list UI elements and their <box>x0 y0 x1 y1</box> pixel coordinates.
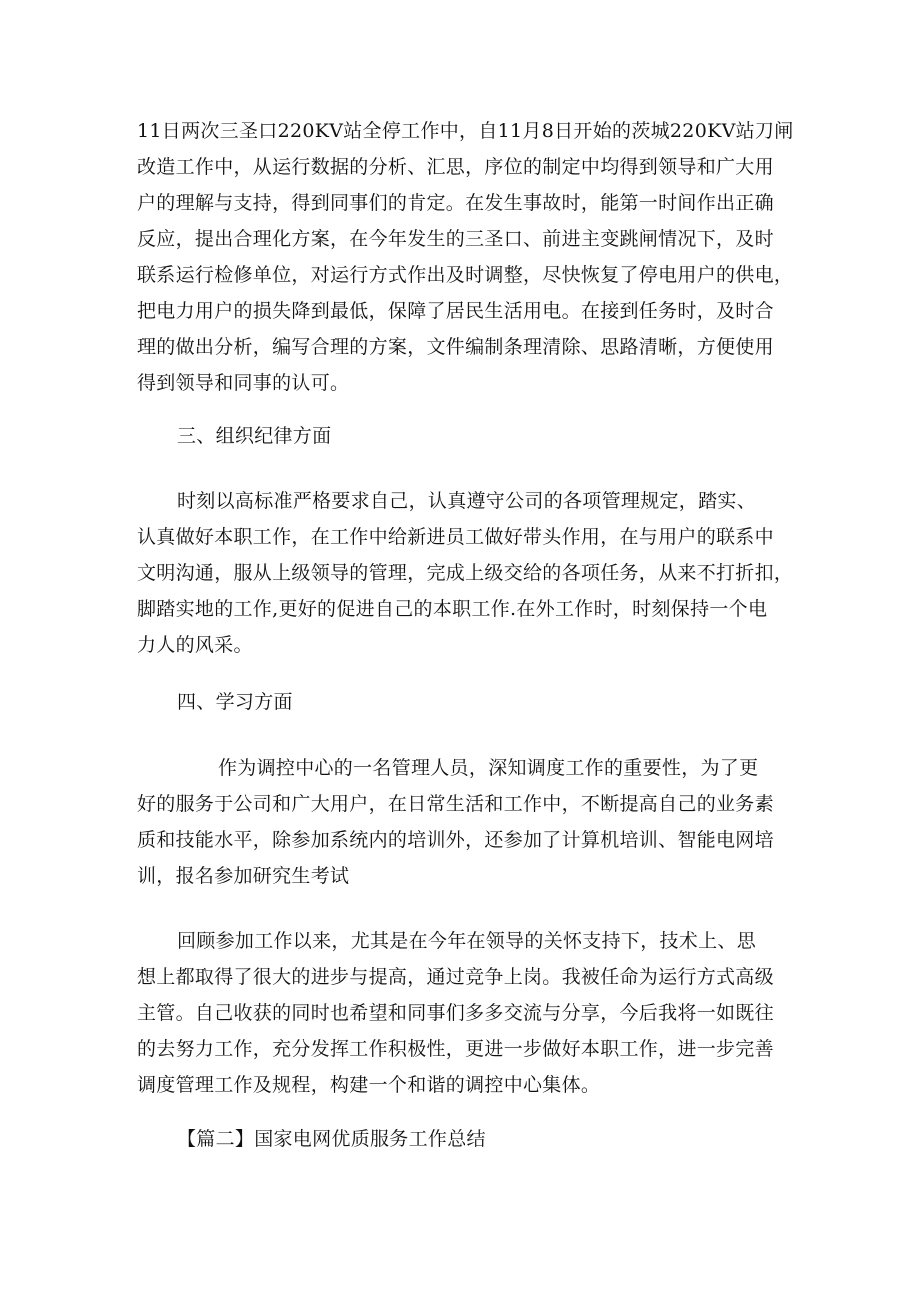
closing-line-5: 调度管理工作及规程，构建一个和谐的调控中心集体。 <box>137 1074 601 1096</box>
section-3-heading: 三、组织纪律方面 <box>177 425 332 447</box>
section-3-line-1: 时刻以高标准严格要求自己，认真遵守公司的各项管理规定，踏实、 <box>177 490 757 512</box>
paragraph-1-line-1: 11日两次三圣口220KV站全停工作中，自11月8日开始的茨城220KV站刀闸 <box>137 120 794 142</box>
section-3-line-3: 文明沟通，服从上级领导的管理，完成上级交给的各项任务，从来不打折扣， <box>137 562 794 584</box>
paragraph-1-line-3: 户的理解与支持，得到同事们的肯定。在发生事故时，能第一时间作出正确 <box>137 192 774 214</box>
section-4-line-4: 训，报名参加研究生考试 <box>137 865 350 887</box>
closing-line-2: 想上都取得了很大的进步与提高，通过竞争上岗。我被任命为运行方式高级 <box>137 966 774 988</box>
section-4-line-1: 作为调控中心的一名管理人员，深知调度工作的重要性，为了更 <box>218 757 759 779</box>
section-4-heading: 四、学习方面 <box>177 691 293 713</box>
paragraph-1-line-4: 反应，提出合理化方案，在今年发生的三圣口、前进主变跳闸情况下，及时 <box>137 228 774 250</box>
closing-line-3: 主管。自己收获的同时也希望和同事们多多交流与分享，今后我将一如既往 <box>137 1002 774 1024</box>
section-3-line-2: 认真做好本职工作，在工作中给新进员工做好带头作用，在与用户的联系中 <box>137 526 774 548</box>
next-article-title: 【篇二】国家电网优质服务工作总结 <box>177 1128 486 1150</box>
section-3-line-5: 力人的风采。 <box>137 634 253 656</box>
paragraph-1-line-6: 把电力用户的损失降到最低，保障了居民生活用电。在接到任务时，及时合 <box>137 300 774 322</box>
section-4-line-3: 质和技能水平，除参加系统内的培训外，还参加了计算机培训、智能电网培 <box>137 829 774 851</box>
paragraph-1-line-7: 理的做出分析，编写合理的方案，文件编制条理清除、思路清晰，方便使用 <box>137 336 774 358</box>
section-4-line-2: 好的服务于公司和广大用户，在日常生活和工作中，不断提高自己的业务素 <box>137 793 774 815</box>
paragraph-1-line-2: 改造工作中，从运行数据的分析、汇思，序位的制定中均得到领导和广大用 <box>137 156 774 178</box>
paragraph-1-line-8: 得到领导和同事的认可。 <box>137 372 350 394</box>
section-3-line-4: 脚踏实地的工作,更好的促进自己的本职工作.在外工作时，时刻保持一个电 <box>137 598 768 620</box>
closing-line-4: 的去努力工作，充分发挥工作积极性，更进一步做好本职工作，进一步完善 <box>137 1038 774 1060</box>
closing-line-1: 回顾参加工作以来，尤其是在今年在领导的关怀支持下，技术上、思 <box>177 930 757 952</box>
paragraph-1-line-5: 联系运行检修单位，对运行方式作出及时调整，尽快恢复了停电用户的供电， <box>137 264 794 286</box>
